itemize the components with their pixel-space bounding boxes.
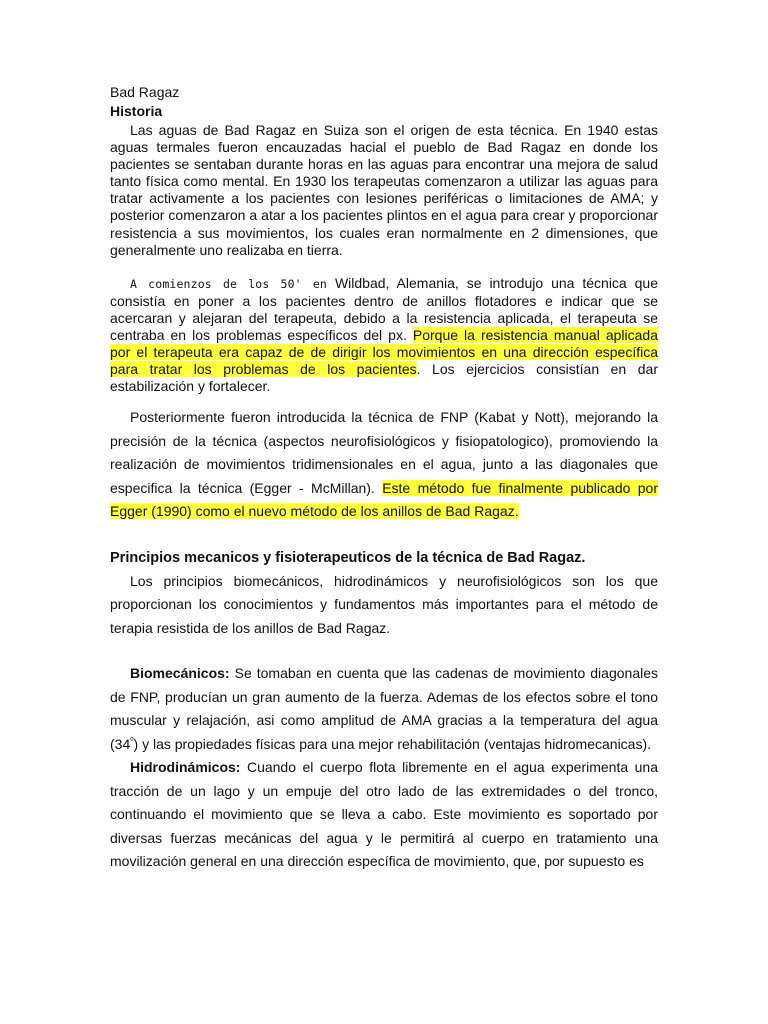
highlighted-text-egger: Este método fue finalmente publicado por Egger (1990) como el nuevo método de los anillos de Bad Ragaz.: [110, 479, 658, 520]
paragraph-biomecanicos-tail: ) y las propiedades físicas para una mejor rehabilitación (ventajas hidromecanicas).: [133, 735, 652, 752]
paragraph-wildbad-text: Wildbad, Alemania, se introdujo una técnica que consistía en poner a los pacientes dentro de anillos flotadores e indicar que se acercaran y alejaran del terapeuta, debido a la resistencia aplicada, el terapeuta se centraba en los problemas específicos del px.: [110, 274, 658, 344]
label-hidrodinamicos: Hidrodinámicos:: [130, 759, 241, 776]
paragraph-fnp-text: Posteriormente fueron introducida la técnica de FNP (Kabat y Nott), mejorando la precisión de la técnica (aspectos neurofisiológicos y fisiopatologico), promoviendo la realización de movimientos tridimensionales en el agua, junto a las diagonales que especifica la técnica (Egger - McMillan).: [110, 409, 658, 496]
paragraph-biomecanicos-text: Se tomaban en cuenta que las cadenas de movimiento diagonales de FNP, producían un gran aumento de la fuerza. Ademas de los efectos sobre el tono muscular y relajación, asi como amplitud de AMA gracias a la temperatura del agua (34: [110, 665, 658, 752]
paragraph-wildbad-lead: A comienzos de los 50' en: [130, 276, 328, 291]
label-biomecanicos: Biomecánicos:: [130, 665, 230, 682]
highlighted-text-resistance: Porque la resistencia manual aplicada por el terapeuta era capaz de de dirigir los movimientos en una dirección específica para tratar los problemas de los pacientes: [110, 327, 658, 378]
paragraph-biomecanicos: [110, 662, 658, 756]
paragraph-fnp: [110, 406, 658, 524]
degree-superscript: º: [130, 735, 134, 746]
paragraph-wildbad: [110, 275, 658, 396]
paragraph-hidrodinamicos-text-a: Cuando el cuerpo flota libremente en el agua experimenta una tracción de un lago y un empuje del otro lado de las extremidades o del tronco, continuando el movimiento que se lleva a cabo.: [110, 759, 658, 823]
section-heading-principles: Principios mecanicos y fisioterapeuticos de la técnica de Bad Ragaz.: [110, 549, 586, 566]
paragraph-principles: Los principios biomecánicos, hidrodinámicos y neurofisiológicos son los que proporcionan los conocimientos y fundamentos más importantes para el método de terapia resistida de los anillos de Bad Ragaz.: [110, 572, 658, 636]
paragraph-hidrodinamicos-text-b: Este movimiento es soportado por diversas fuerzas mecánicas del agua y le permitirá al cuerpo en tratamiento una movilización general en una dirección específica de movimiento, que, por supuesto es: [110, 806, 658, 870]
paragraph-wildbad-tail: . Los ejercicios consistían en dar estabilización y fortalecer.: [110, 361, 658, 395]
document-title: Bad Ragaz: [110, 84, 180, 100]
paragraph-history-origin: Las aguas de Bad Ragaz en Suiza son el origen de esta técnica. En 1940 estas aguas termales fueron encauzadas hacial el pueblo de Bad Ragaz en donde los pacientes se sentaban durante horas en las aguas para encontrar una mejora de salud tanto física como mental. En 1930 los terapeutas comenzaron a utilizar las aguas para tratar activamente a los pacientes con lesiones periféricas o limitaciones de AMA; y posterior comenzaron a atar a los pacientes plintos en el agua para crear y proporcionar resistencia a sus movimientos, los cuales eran normalmente en 2 dimensiones, que generalmente uno realizaba en tierra.: [110, 122, 658, 258]
paragraph-hidrodinamicos: [110, 756, 658, 874]
document-page: [110, 84, 658, 874]
historia-heading: Historia: [110, 103, 163, 119]
